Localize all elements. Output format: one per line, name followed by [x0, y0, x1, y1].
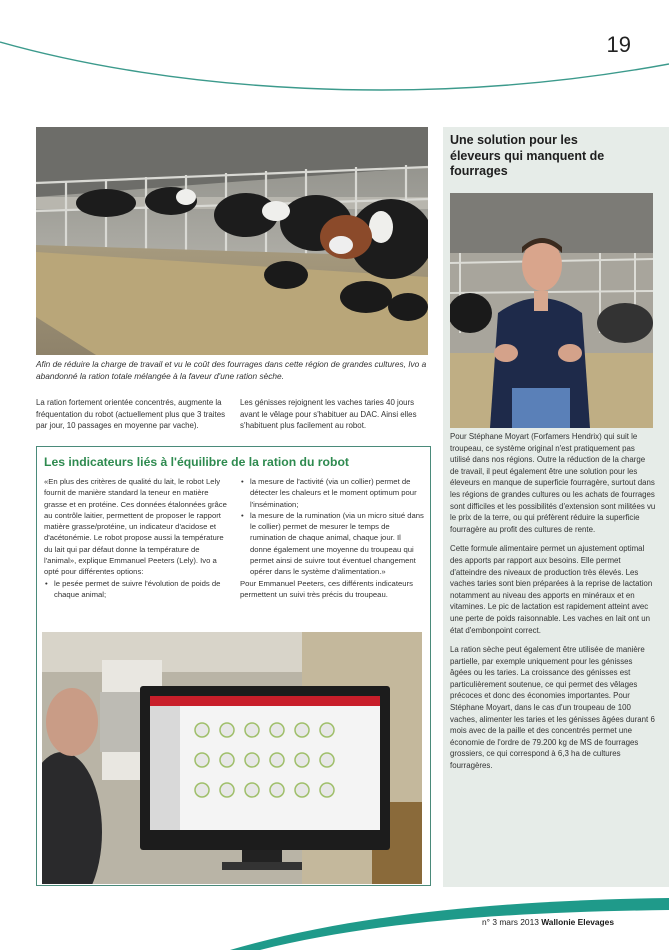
magazine-name: Wallonie Elevages — [541, 917, 614, 927]
cows-photo — [36, 127, 428, 355]
options-list — [44, 578, 230, 601]
issue-date: n° 3 mars 2013 — [482, 917, 539, 927]
box-title: Les indicateurs liés à l'équilibre de la ration du robot — [44, 455, 349, 469]
article-column-1 — [36, 397, 226, 440]
sidebar-text — [450, 431, 656, 780]
page-number: 19 — [606, 32, 631, 57]
list-item: • le pesée permet de suivre l'évolution de poids de chaque animal; — [54, 578, 230, 601]
paragraph: Pour Stéphane Moyart (Forfamers Hendrix) qui suit le troupeau, ce système original n'est pratiquement pas utilisé dans nos régions. Outre la réduction de la charge de travail, il peut également être une solution pour les éleveurs en manque de superficie fourragère, surtout dans les régions de grandes cultures ou les achats de fourrages sont difficiles et les possibilités d'extension sont militées vu le prix de la terre, ou qui préfèrent réduire la superficie fourragère au profit des cultures de rente. — [450, 432, 656, 534]
paragraph: La ration sèche peut également être utilisée de manière partielle, par exemple uniquement pour les génisses âgées ou les taries. La croissance des génisses est particulièrement soutenue, ce qui permet des vêlages précoces et donc des économies importantes. Pour Stéphane Moyart, dans le cas d'un troupeau de 100 vaches, alimenter les taries et les génisses âgées durant 6 mois avec de la paille et des concentrés permet une économie de l'ordre de 79.200 kg de MS de fourrages grossiers, ce qui correspond à 6,3 ha de cultures fourragères. — [450, 645, 655, 771]
paragraph: La ration fortement orientée concentrés, augmente la fréquentation du robot (actuellement plus que 3 traites par jour, 10 passages en moyenne par vache). — [36, 398, 226, 431]
list-item: • la mesure de l'activité (via un collier) permet de détecter les chaleurs et le moment optimum pour l'insémination; — [250, 476, 424, 510]
farmer-photo — [450, 193, 653, 428]
sidebar-title: Une solution pour les éleveurs qui manquent de fourrages — [450, 133, 605, 178]
footer-issue — [482, 917, 614, 927]
options-list — [240, 476, 424, 578]
box-column-2 — [240, 476, 424, 600]
photo-caption: Afin de réduire la charge de travail et vu le coût des fourrages dans cette région de grandes cultures, Ivo a abandonné la ration totale mélangée à la faveur d'une ration sèche. — [36, 359, 427, 381]
box-paragraph: «En plus des critères de qualité du lait, le robot Lely fournit de manière standard la teneur en matière grasse et en protéine. Ces données étalonnées grâce au contrôle laitier, permettent de proposer le rapport matière grasse/protéine, un indicateur d'acidose et d'acétonémie. Le robot propose aussi la température du lait qui par défaut donne la température de l'animal», explique Emmanuel Peeters (Lely). Ivo a opté pour différentes options: — [44, 477, 227, 577]
computer-screen-photo — [42, 632, 422, 884]
box-paragraph: Pour Emmanuel Peeters, ces différents indicateurs permettent un suivi très précis du troupeau. — [240, 578, 413, 599]
list-item: • la mesure de la rumination (via un micro situé dans le collier) permet de mesurer le temps de rumination de chaque animal, chaque jour. Il donne également une moyenne du troupeau qui permet ainsi de suivre tout éventuel changement opérer dans le système d'alimentation.» — [250, 510, 424, 578]
header-swoosh — [0, 0, 669, 110]
paragraph: Cette formule alimentaire permet un ajustement optimal des apports par rapport aux besoins. Elle permet d'atteindre des niveaux de production très élevés. Les vaches taries sont bien préparées à la reprise de lactation notamment au niveau des apports en minéraux et en vitamines. Le pic de lactation est rapidement atteint avec une perte de poids raisonnable. Les vaches en lait ont un état d'embonpoint correct. — [450, 544, 653, 635]
article-column-2 — [240, 397, 430, 440]
paragraph: Les génisses rejoignent les vaches taries 40 jours avant le vêlage pour s'habituer au DAC. Ainsi elles s'habituent plus facilement au robot. — [240, 398, 417, 431]
box-column-1 — [44, 476, 230, 600]
